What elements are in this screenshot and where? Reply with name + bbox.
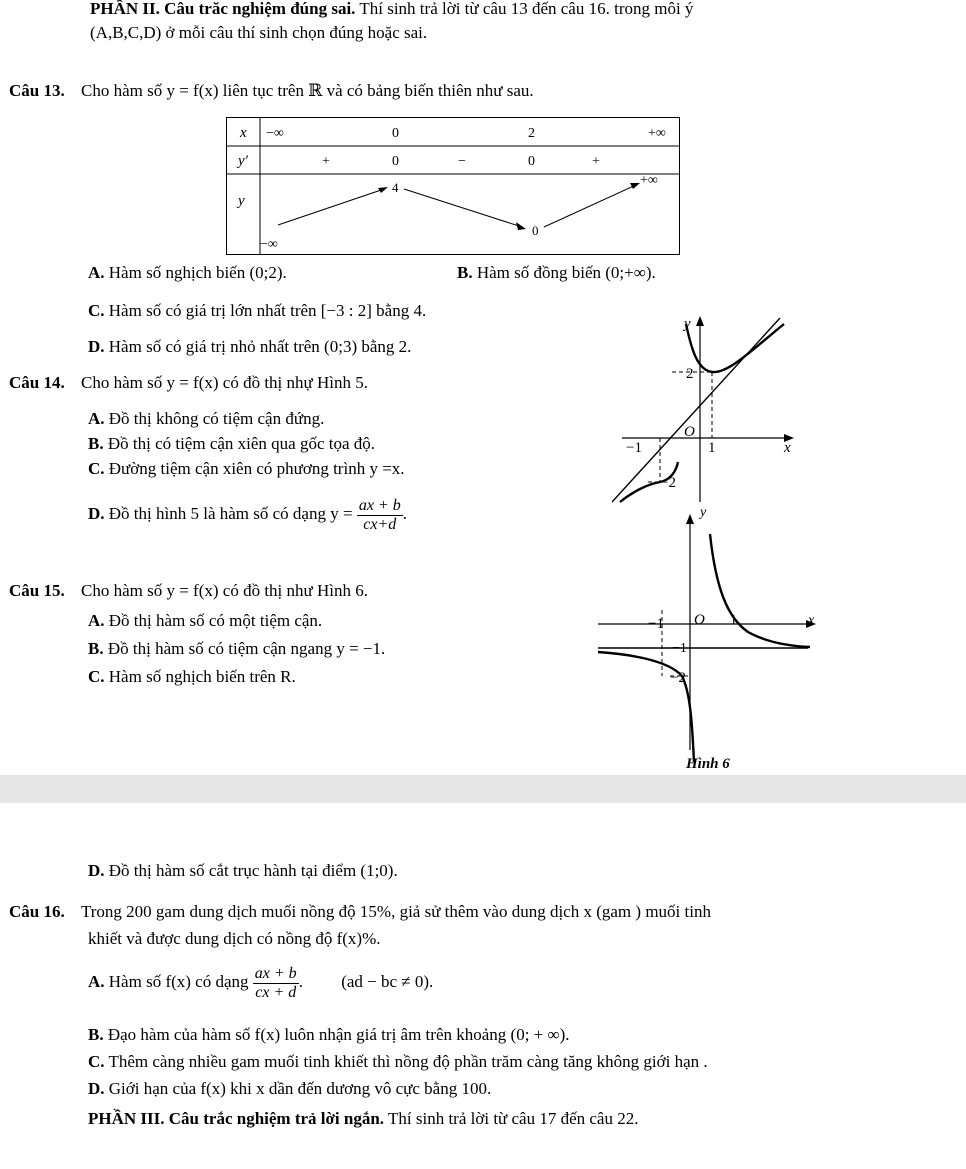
table-yp-1: + [322, 154, 330, 169]
q16-A-text: Hàm số f(x) có dạng [108, 972, 249, 991]
q14-B-key: B. [88, 434, 104, 453]
q13-A-key: A. [88, 263, 105, 282]
q15-C-key: C. [88, 667, 105, 686]
table-x-1: −∞ [266, 126, 284, 141]
h6-neg1-x: −1 [648, 616, 664, 632]
q14-label: Câu 14. [9, 373, 65, 392]
h5-y-label: y [684, 316, 691, 332]
h5-origin: O [684, 424, 695, 440]
q15-A [88, 610, 322, 632]
q13-B [457, 262, 656, 284]
table-y-max: 4 [392, 180, 399, 195]
h5-oblique-asymptote [612, 318, 780, 502]
q16-B-text: Đạo hàm của hàm số f(x) luôn nhận giá trị âm trên khoảng (0; + ∞). [107, 1025, 570, 1044]
q15-stem [9, 580, 368, 602]
q16-A-cond: (ad − bc ≠ 0). [341, 972, 434, 991]
table-x-3: 2 [528, 126, 535, 141]
q13-B-text: Hàm số đồng biến (0;+∞). [476, 263, 656, 282]
arrow-head-1 [378, 187, 388, 193]
arrow-down [404, 189, 522, 227]
page-break [0, 775, 966, 803]
q16-A [88, 962, 433, 1002]
h6-y-label: y [700, 505, 707, 520]
part2-desc1: Thí sinh trả lời từ câu 13 đến câu 16. trong môi ý [355, 0, 694, 18]
table-x-2: 0 [392, 126, 399, 141]
table-yp-2: 0 [392, 154, 399, 169]
q16-C-text: Thêm càng nhiều gam muối tinh khiết thì nồng độ phần trăm càng tăng không giới hạn . [108, 1052, 708, 1071]
q16-A-den: cx + d [255, 983, 297, 1001]
q14-C-text: Đường tiệm cận xiên có phương trình y =x. [108, 459, 405, 478]
q14-A [88, 408, 324, 430]
part3-heading-line [88, 1108, 638, 1130]
q14-D-end: . [402, 504, 407, 523]
h5-neg2: −2 [660, 475, 676, 491]
q14-D-key: D. [88, 504, 105, 523]
table-yp-4: 0 [528, 154, 535, 169]
h6-curve-right [710, 534, 810, 647]
q15-B [88, 638, 385, 660]
graph-hinh-6 [598, 500, 828, 772]
table-x-4: +∞ [648, 126, 666, 141]
q16-A-key: A. [88, 972, 105, 991]
h6-x-label: x [808, 613, 815, 628]
table-y-min: 0 [532, 223, 539, 238]
q13-D-key: D. [88, 337, 105, 356]
h6-neg2: −2 [670, 670, 686, 686]
q16-text1: Trong 200 gam dung dịch muối nồng độ 15%, giả sử thêm vào dung dịch x (gam ) muối tinh [80, 902, 711, 921]
q13-C [88, 300, 426, 322]
q13-A [88, 262, 287, 284]
table-yp-5: + [592, 154, 600, 169]
q13-C-key: C. [88, 301, 105, 320]
q15-label: Câu 15. [9, 581, 65, 600]
q16-D-text: Giới hạn của f(x) khi x dần đến dương vô cực bằng 100. [108, 1079, 492, 1098]
h6-curve-left [598, 652, 694, 762]
h5-x-label: x [784, 440, 791, 456]
q14-D-fraction [357, 497, 403, 534]
q16-D [88, 1078, 491, 1100]
q16-A-fraction [253, 965, 299, 1002]
table-x-label: x [240, 125, 247, 141]
h5-one: 1 [708, 440, 716, 456]
q13-A-text: Hàm số nghịch biến (0;2). [108, 263, 287, 282]
q13-D-text: Hàm số có giá trị nhỏ nhất trên (0;3) bằng 2. [108, 337, 412, 356]
variation-table [226, 117, 680, 255]
q14-D-num: ax + b [358, 496, 401, 514]
arrow-head-3 [630, 183, 640, 189]
part2-desc2: (A,B,C,D) ở mỗi câu thí sinh chọn đúng hoặc sai. [90, 23, 428, 42]
q13-stem [9, 80, 534, 102]
q15-B-text: Đồ thị hàm số có tiệm cận ngang y = −1. [107, 639, 386, 658]
arrow-up-2 [544, 185, 636, 227]
table-yp-label: y′ [238, 153, 248, 169]
q14-D [88, 494, 407, 534]
table-yp-3: − [458, 154, 466, 169]
q16-D-key: D. [88, 1079, 105, 1098]
q13-C-text: Hàm số có giá trị lớn nhất trên [−3 : 2] bằng 4. [108, 301, 427, 320]
q16-C [88, 1051, 708, 1073]
q15-D-key: D. [88, 861, 105, 880]
q14-C [88, 458, 405, 480]
q13-label: Câu 13. [9, 81, 65, 100]
q14-D-text: Đồ thị hình 5 là hàm số có dạng y = [108, 504, 353, 523]
q14-C-key: C. [88, 459, 105, 478]
graph-hinh-5 [612, 312, 802, 506]
part3-heading: PHẦN III. Câu trắc nghiệm trả lời ngắn. [88, 1109, 385, 1128]
q16-text2: khiết và được dung dịch có nồng độ f(x)%. [88, 929, 381, 948]
q14-A-key: A. [88, 409, 105, 428]
q16-B-key: B. [88, 1025, 104, 1044]
q16-label: Câu 16. [9, 902, 65, 921]
part2-heading-line [90, 0, 693, 20]
q16-A-end: . [298, 972, 303, 991]
q14-D-den: cx+d [363, 515, 397, 533]
h6-y-arrow [686, 514, 694, 524]
h6-caption: Hình 6 [686, 756, 730, 772]
q13-text: Cho hàm số y = f(x) liên tục trên ℝ và có bảng biến thiên như sau. [80, 81, 534, 100]
q13-D [88, 336, 411, 358]
q14-B [88, 433, 375, 455]
q14-A-text: Đồ thị không có tiệm cận đứng. [108, 409, 325, 428]
q15-C-text: Hàm số nghịch biến trên R. [108, 667, 296, 686]
q15-C [88, 666, 296, 688]
q14-B-text: Đồ thị có tiệm cận xiên qua gốc tọa độ. [107, 434, 376, 453]
h5-neg1: −1 [626, 440, 642, 456]
q15-D-text: Đồ thị hàm số cắt trục hành tại điểm (1;0). [108, 861, 398, 880]
q14-stem [9, 372, 368, 394]
table-y-minusinf: −∞ [260, 237, 278, 252]
arrow-up-1 [278, 189, 384, 225]
h6-one: 1 [730, 613, 737, 628]
q16-stem [9, 901, 711, 923]
q15-text: Cho hàm số y = f(x) có đồ thị như Hình 6. [80, 581, 368, 600]
q15-A-text: Đồ thị hàm số có một tiệm cận. [108, 611, 323, 630]
q13-B-key: B. [457, 263, 473, 282]
h5-curve-right [686, 324, 784, 372]
q16-B [88, 1024, 570, 1046]
q15-A-key: A. [88, 611, 105, 630]
h6-origin: O [694, 612, 705, 628]
table-y-plusinf: +∞ [640, 173, 658, 188]
h6-neg1-y: −1 [672, 641, 687, 656]
q15-D [88, 860, 398, 882]
part2-heading: PHẦN II. Câu trăc nghiệm đúng sai. [90, 0, 356, 18]
q15-B-key: B. [88, 639, 104, 658]
q16-A-num: ax + b [254, 964, 297, 982]
part3-desc: Thí sinh trả lời từ câu 17 đến câu 22. [384, 1109, 639, 1128]
h5-y-arrow [696, 316, 704, 326]
q16-C-key: C. [88, 1052, 105, 1071]
table-y-label: y [238, 193, 245, 209]
h5-two: 2 [686, 366, 694, 382]
arrow-head-2 [516, 222, 526, 230]
q14-text: Cho hàm số y = f(x) có đồ thị nhự Hình 5. [80, 373, 368, 392]
